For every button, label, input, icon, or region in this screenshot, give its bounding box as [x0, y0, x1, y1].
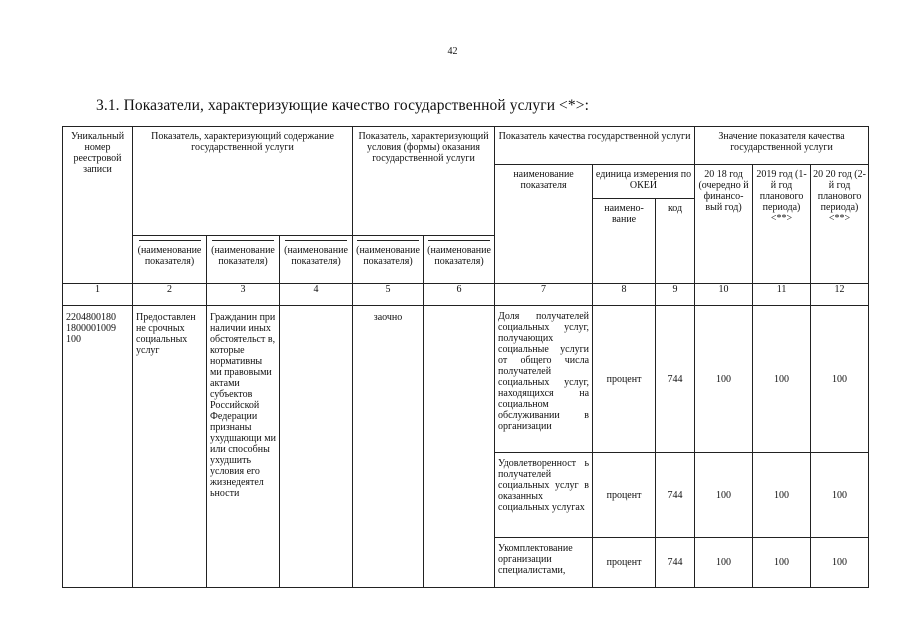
- sub-header-content-2: (наименование показателя): [207, 236, 280, 284]
- sub-header-conditions-2: (наименование показателя): [424, 236, 495, 284]
- column-number: 12: [811, 284, 869, 306]
- column-number: 11: [753, 284, 811, 306]
- code-cell: 744: [656, 538, 695, 588]
- header-okei-code: код: [656, 199, 695, 284]
- indicator-name-cell: Доля получателей социальных услуг, получающих социальные услуги от общего числа получателей социальных услуг, находящихся на социальном обслуживании в организации: [495, 306, 593, 453]
- unit-cell: процент: [593, 453, 656, 538]
- column-number: 9: [656, 284, 695, 306]
- header-okei-name: наимено-вание: [593, 199, 656, 284]
- indicator-name-cell: Удовлетворенност ь получателей социальных услуг в оказанных социальных услугах: [495, 453, 593, 538]
- quality-indicators-table: [62, 126, 869, 588]
- header-content-indicator: Показатель, характеризующий содержание государственной услуги: [133, 127, 353, 236]
- sub-header-content-1: (наименование показателя): [133, 236, 207, 284]
- unique-number-cell: 2204800180 1800001009 100: [63, 306, 133, 588]
- header-indicator-name: наименование показателя: [495, 165, 593, 284]
- column-number: 8: [593, 284, 656, 306]
- header-conditions-indicator: Показатель, характеризующий условия (формы) оказания государственной услуги: [353, 127, 495, 236]
- unit-cell: процент: [593, 306, 656, 453]
- column-number-row: [63, 284, 869, 306]
- column-number: 4: [280, 284, 353, 306]
- header-quality-indicator: Показатель качества государственной услуги: [495, 127, 695, 165]
- caption-line: [212, 240, 274, 242]
- service-cell: Предоставлен не срочных социальных услуг: [133, 306, 207, 588]
- indicator-name-cell: Укомплектование организации специалистами,: [495, 538, 593, 588]
- sub-header-conditions-1: (наименование показателя): [353, 236, 424, 284]
- header-okei-unit: единица измерения по ОКЕИ: [593, 165, 695, 199]
- caption-line: [428, 240, 490, 242]
- value-2018-cell: 100: [695, 453, 753, 538]
- value-2019-cell: 100: [753, 453, 811, 538]
- header-year-2018: 20 18 год (очередно й финансо-вый год): [695, 165, 753, 284]
- column-number: 6: [424, 284, 495, 306]
- column-number: 5: [353, 284, 424, 306]
- header-year-2019: 2019 год (1-й год планового периода) <**>: [753, 165, 811, 284]
- table-row: [63, 306, 869, 453]
- value-2018-cell: 100: [695, 538, 753, 588]
- section-heading: 3.1. Показатели, характеризующие качество государственной услуги <*>:: [96, 97, 589, 114]
- value-2020-cell: 100: [811, 306, 869, 453]
- column-number: 7: [495, 284, 593, 306]
- category-cell: Гражданин при наличии иных обстоятельст в, которые нормативны ми правовыми актами субъектов Российской Федерации признаны ухудшающи ми или способны ухудшить условия его жизнедеятел ьности: [207, 306, 280, 588]
- value-2019-cell: 100: [753, 306, 811, 453]
- empty-content-cell: [280, 306, 353, 588]
- column-number: 3: [207, 284, 280, 306]
- form-cell: заочно: [353, 306, 424, 588]
- value-2019-cell: 100: [753, 538, 811, 588]
- sub-header-content-3: (наименование показателя): [280, 236, 353, 284]
- code-cell: 744: [656, 453, 695, 538]
- header-value-indicator: Значение показателя качества государственной услуги: [695, 127, 869, 165]
- unit-cell: процент: [593, 538, 656, 588]
- column-number: 2: [133, 284, 207, 306]
- empty-conditions-cell: [424, 306, 495, 588]
- header-unique-number: Уникальный номер реестровой записи: [63, 127, 133, 284]
- value-2020-cell: 100: [811, 453, 869, 538]
- value-2020-cell: 100: [811, 538, 869, 588]
- code-cell: 744: [656, 306, 695, 453]
- value-2018-cell: 100: [695, 306, 753, 453]
- header-year-2020: 20 20 год (2-й год планового периода) <**>: [811, 165, 869, 284]
- column-number: 1: [63, 284, 133, 306]
- caption-line: [357, 240, 419, 242]
- caption-line: [285, 240, 347, 242]
- caption-line: [139, 240, 201, 242]
- page-number: 42: [447, 46, 458, 57]
- column-number: 10: [695, 284, 753, 306]
